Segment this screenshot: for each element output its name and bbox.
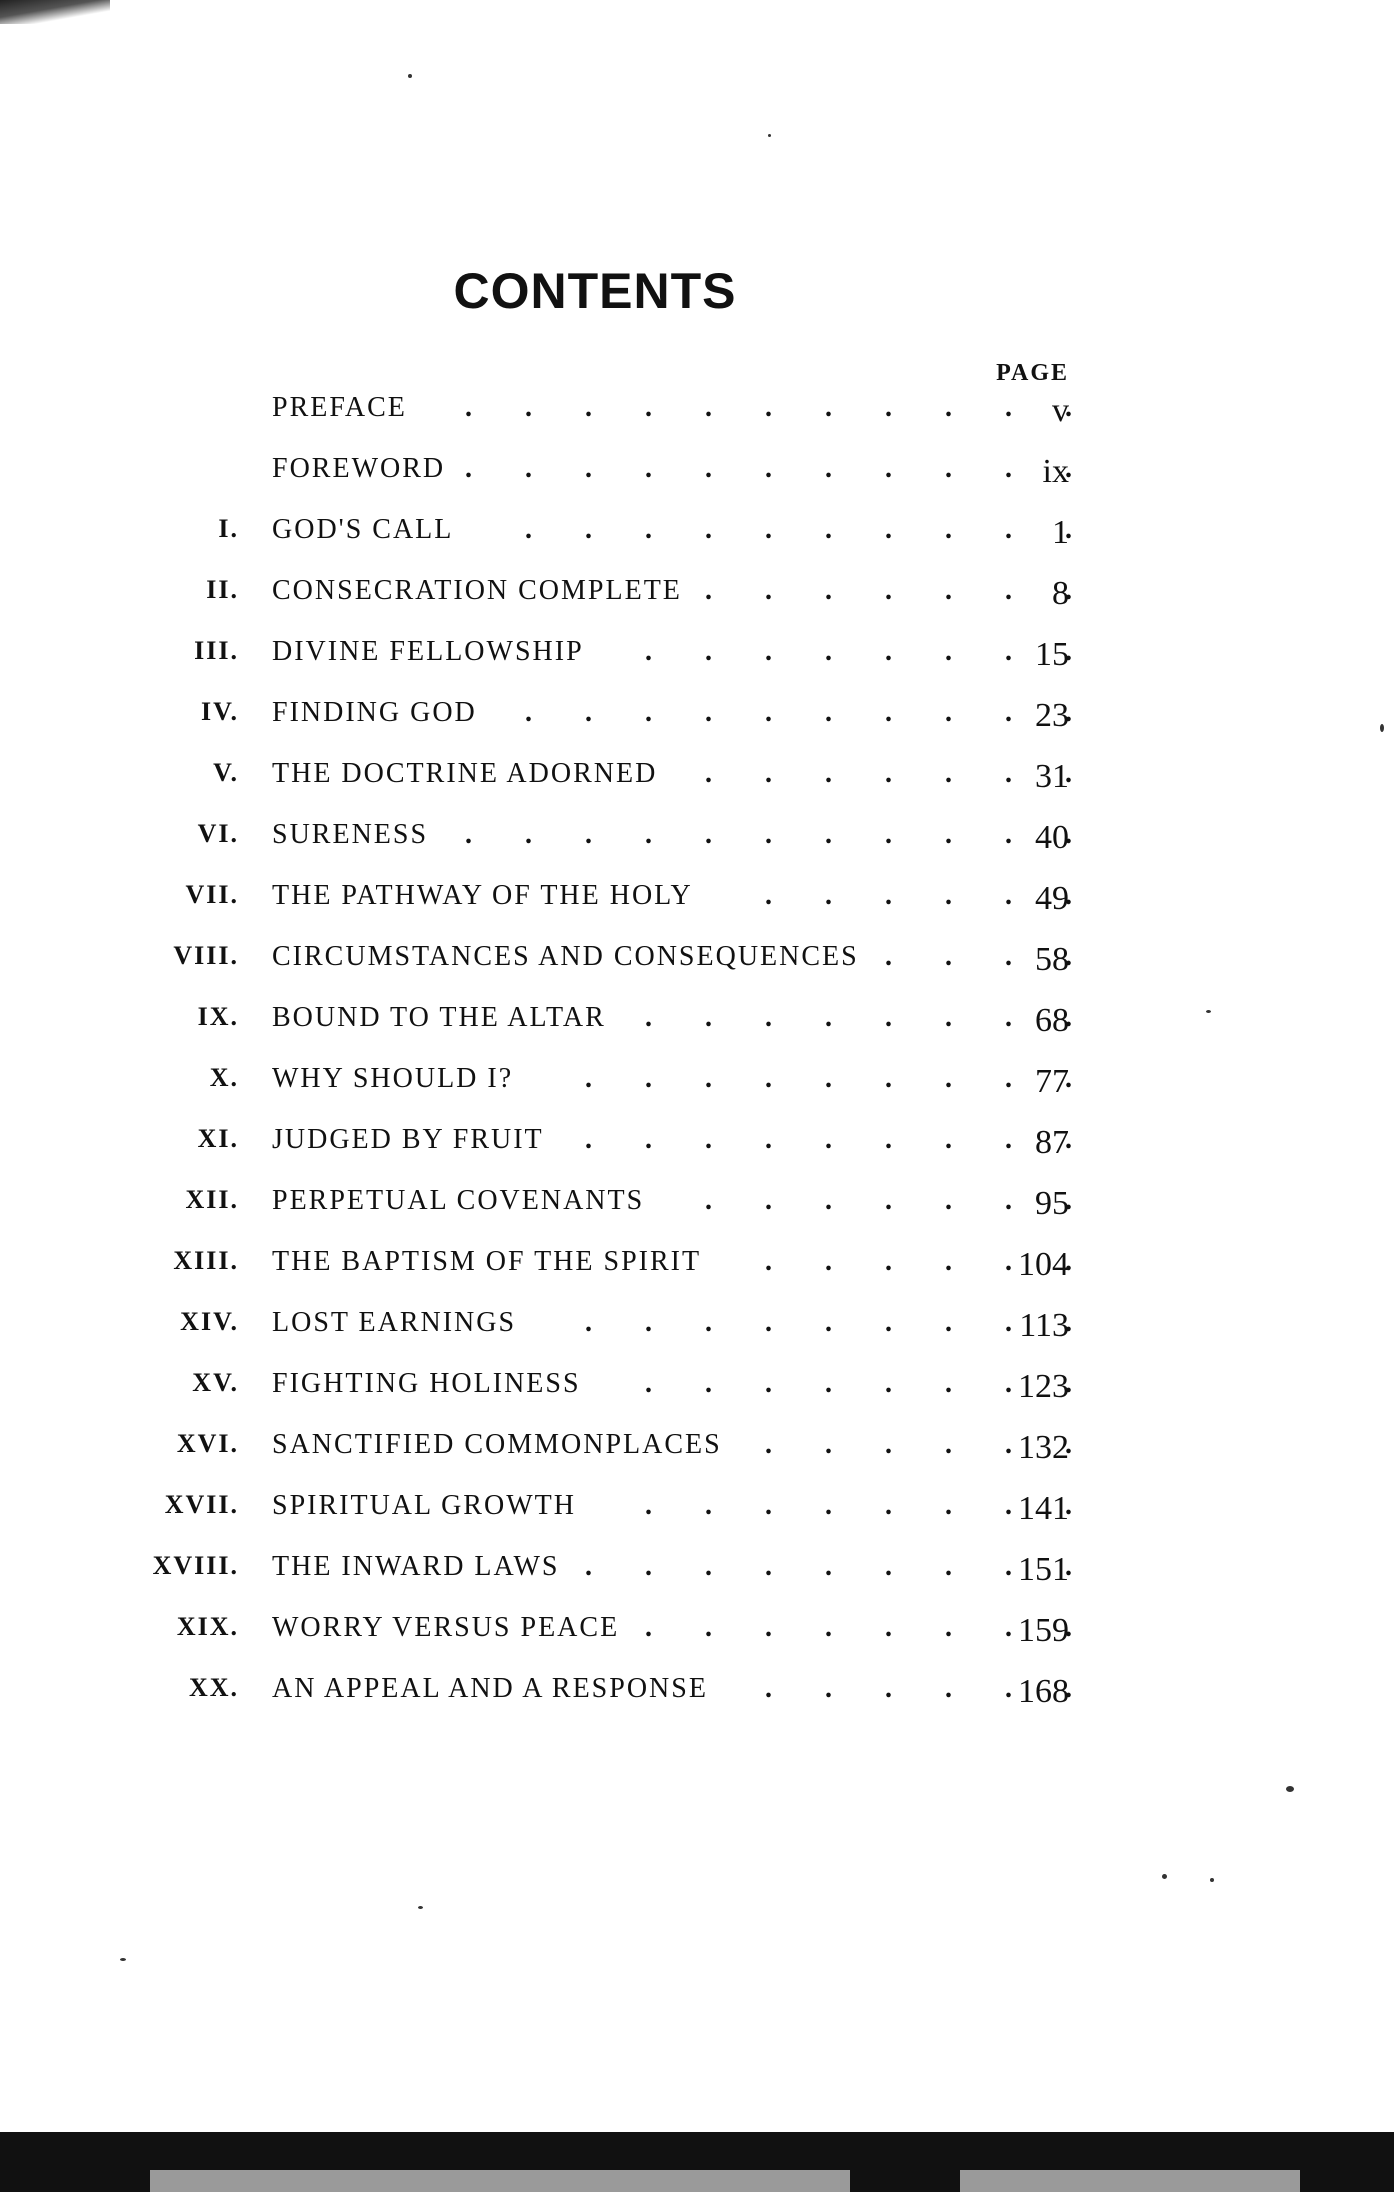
chapter-number: VI.	[197, 819, 239, 848]
page-number: 87	[1035, 1124, 1069, 1161]
page-number: 168	[1018, 1673, 1069, 1710]
page-number: 23	[1035, 697, 1069, 734]
toc-entry	[0, 1246, 1394, 1296]
toc-entry	[0, 819, 1394, 869]
chapter-title: SURENESS	[272, 819, 429, 850]
chapter-title: AN APPEAL AND A RESPONSE	[272, 1673, 708, 1704]
page-column-label: PAGE	[996, 360, 1069, 386]
chapter-number: I.	[218, 514, 239, 543]
scan-speck	[120, 1958, 126, 1961]
chapter-title: DIVINE FELLOWSHIP	[272, 636, 584, 667]
chapter-number: VIII.	[173, 941, 239, 970]
toc-entry	[0, 1612, 1394, 1662]
chapter-title: SANCTIFIED COMMONPLACES	[272, 1429, 722, 1460]
toc-entry	[0, 575, 1394, 625]
entry-title-with-leader	[272, 1307, 1072, 1339]
toc-entry	[0, 1673, 1394, 1723]
entry-title-with-leader	[272, 880, 1072, 912]
dot-leader	[711, 880, 1072, 912]
chapter-number: X.	[209, 1063, 239, 1092]
chapter-title: THE PATHWAY OF THE HOLY	[272, 880, 693, 911]
entry-title-with-leader	[272, 819, 1072, 851]
toc-entry	[0, 514, 1394, 564]
toc-entry	[0, 1490, 1394, 1540]
dot-leader	[700, 575, 1072, 607]
scan-speck	[768, 134, 771, 137]
entry-title-with-leader	[272, 575, 1072, 607]
toc-entry	[0, 1063, 1394, 1113]
chapter-number: II.	[206, 575, 239, 604]
page-number: v	[1052, 392, 1069, 429]
page-number: 1	[1052, 514, 1069, 551]
page-number: 15	[1035, 636, 1069, 673]
toc-entry	[0, 758, 1394, 808]
entry-title-with-leader	[272, 1002, 1072, 1034]
entry-title-with-leader	[272, 697, 1072, 729]
entry-title-with-leader	[272, 1368, 1072, 1400]
scan-edge-noise	[150, 2170, 850, 2192]
toc-entry	[0, 1307, 1394, 1357]
chapter-number: XVIII.	[152, 1551, 239, 1580]
chapter-title: FOREWORD	[272, 453, 446, 484]
entry-title-with-leader	[272, 1429, 1072, 1461]
scan-speck	[1286, 1786, 1294, 1792]
chapter-title: CONSECRATION COMPLETE	[272, 575, 682, 606]
dot-leader	[531, 1063, 1072, 1095]
dot-leader	[578, 1551, 1073, 1583]
chapter-number: XIX.	[176, 1612, 239, 1641]
entry-title-with-leader	[272, 941, 1072, 973]
scan-speck	[1380, 724, 1384, 732]
page-number: 77	[1035, 1063, 1069, 1100]
entry-title-with-leader	[272, 1063, 1072, 1095]
scan-speck	[1210, 1878, 1214, 1882]
chapter-title: SPIRITUAL GROWTH	[272, 1490, 576, 1521]
chapter-title: GOD'S CALL	[272, 514, 454, 545]
chapter-number: XII.	[185, 1185, 239, 1214]
toc-entry	[0, 1124, 1394, 1174]
dot-leader	[463, 453, 1072, 485]
toc-entry	[0, 1429, 1394, 1479]
toc-entry	[0, 697, 1394, 747]
chapter-number: IV.	[200, 697, 239, 726]
dot-leader	[662, 1185, 1072, 1217]
chapter-number: XIV.	[180, 1307, 239, 1336]
page-number: 141	[1018, 1490, 1069, 1527]
chapter-number: IX.	[197, 1002, 239, 1031]
scan-corner-mark	[0, 0, 110, 24]
toc-entry	[0, 1368, 1394, 1418]
page-number: 151	[1018, 1551, 1069, 1588]
chapter-number: XVII.	[164, 1490, 239, 1519]
page-number: 58	[1035, 941, 1069, 978]
chapter-number: XVI.	[176, 1429, 239, 1458]
dot-leader	[425, 392, 1072, 424]
chapter-title: FINDING GOD	[272, 697, 477, 728]
entry-title-with-leader	[272, 1246, 1072, 1278]
dot-leader	[495, 697, 1072, 729]
toc-entry	[0, 392, 1394, 442]
toc-entry	[0, 1002, 1394, 1052]
entry-title-with-leader	[272, 1612, 1072, 1644]
page-number: 132	[1018, 1429, 1069, 1466]
chapter-title: CIRCUMSTANCES AND CONSEQUENCES	[272, 941, 859, 972]
dot-leader	[602, 636, 1072, 668]
chapter-title: WHY SHOULD I?	[272, 1063, 514, 1094]
toc-entry	[0, 1551, 1394, 1601]
scan-edge-noise	[960, 2170, 1300, 2192]
dot-leader	[446, 819, 1072, 851]
dot-leader	[675, 758, 1072, 790]
dot-leader	[534, 1307, 1072, 1339]
toc-entry	[0, 880, 1394, 930]
entry-title-with-leader	[272, 1551, 1072, 1583]
chapter-title: THE INWARD LAWS	[272, 1551, 560, 1582]
chapter-title: WORRY VERSUS PEACE	[272, 1612, 620, 1643]
page-number: 123	[1018, 1368, 1069, 1405]
page-number: 113	[1019, 1307, 1069, 1344]
entry-title-with-leader	[272, 1185, 1072, 1217]
page-number: 49	[1035, 880, 1069, 917]
chapter-title: FIGHTING HOLINESS	[272, 1368, 581, 1399]
dot-leader	[594, 1490, 1072, 1522]
toc-entry	[0, 1185, 1394, 1235]
entry-title-with-leader	[272, 758, 1072, 790]
scan-speck	[1206, 1010, 1211, 1013]
entry-title-with-leader	[272, 514, 1072, 546]
scan-speck	[418, 1906, 423, 1909]
chapter-title: THE BAPTISM OF THE SPIRIT	[272, 1246, 702, 1277]
entry-title-with-leader	[272, 453, 1072, 485]
page-number: 159	[1018, 1612, 1069, 1649]
entry-title-with-leader	[272, 1124, 1072, 1156]
scan-speck	[408, 74, 412, 78]
chapter-number: XX.	[188, 1673, 239, 1702]
page-number: 31	[1035, 758, 1069, 795]
toc-entry	[0, 453, 1394, 503]
chapter-number: V.	[213, 758, 239, 787]
page-number: 68	[1035, 1002, 1069, 1039]
page-number: 8	[1052, 575, 1069, 612]
entry-title-with-leader	[272, 636, 1072, 668]
entry-title-with-leader	[272, 392, 1072, 424]
toc-entry	[0, 636, 1394, 686]
dot-leader	[562, 1124, 1072, 1156]
entry-title-with-leader	[272, 1673, 1072, 1705]
page-number: ix	[1042, 453, 1069, 490]
dot-leader	[624, 1002, 1072, 1034]
dot-leader	[471, 514, 1072, 546]
chapter-number: III.	[194, 636, 239, 665]
chapter-title: JUDGED BY FRUIT	[272, 1124, 544, 1155]
chapter-title: THE DOCTRINE ADORNED	[272, 758, 658, 789]
chapter-number: VII.	[185, 880, 239, 909]
page-number: 95	[1035, 1185, 1069, 1222]
dot-leader	[599, 1368, 1072, 1400]
toc-entry	[0, 941, 1394, 991]
scan-speck	[1162, 1874, 1167, 1879]
dot-leader	[637, 1612, 1072, 1644]
chapter-title: PERPETUAL COVENANTS	[272, 1185, 645, 1216]
chapter-title: LOST EARNINGS	[272, 1307, 517, 1338]
page-number: 104	[1018, 1246, 1069, 1283]
chapter-number: XI.	[197, 1124, 239, 1153]
page-number: 40	[1035, 819, 1069, 856]
chapter-title: BOUND TO THE ALTAR	[272, 1002, 606, 1033]
entry-title-with-leader	[272, 1490, 1072, 1522]
page-title: CONTENTS	[453, 263, 737, 319]
chapter-number: XV.	[192, 1368, 239, 1397]
chapter-number: XIII.	[173, 1246, 239, 1275]
chapter-title: PREFACE	[272, 392, 407, 423]
